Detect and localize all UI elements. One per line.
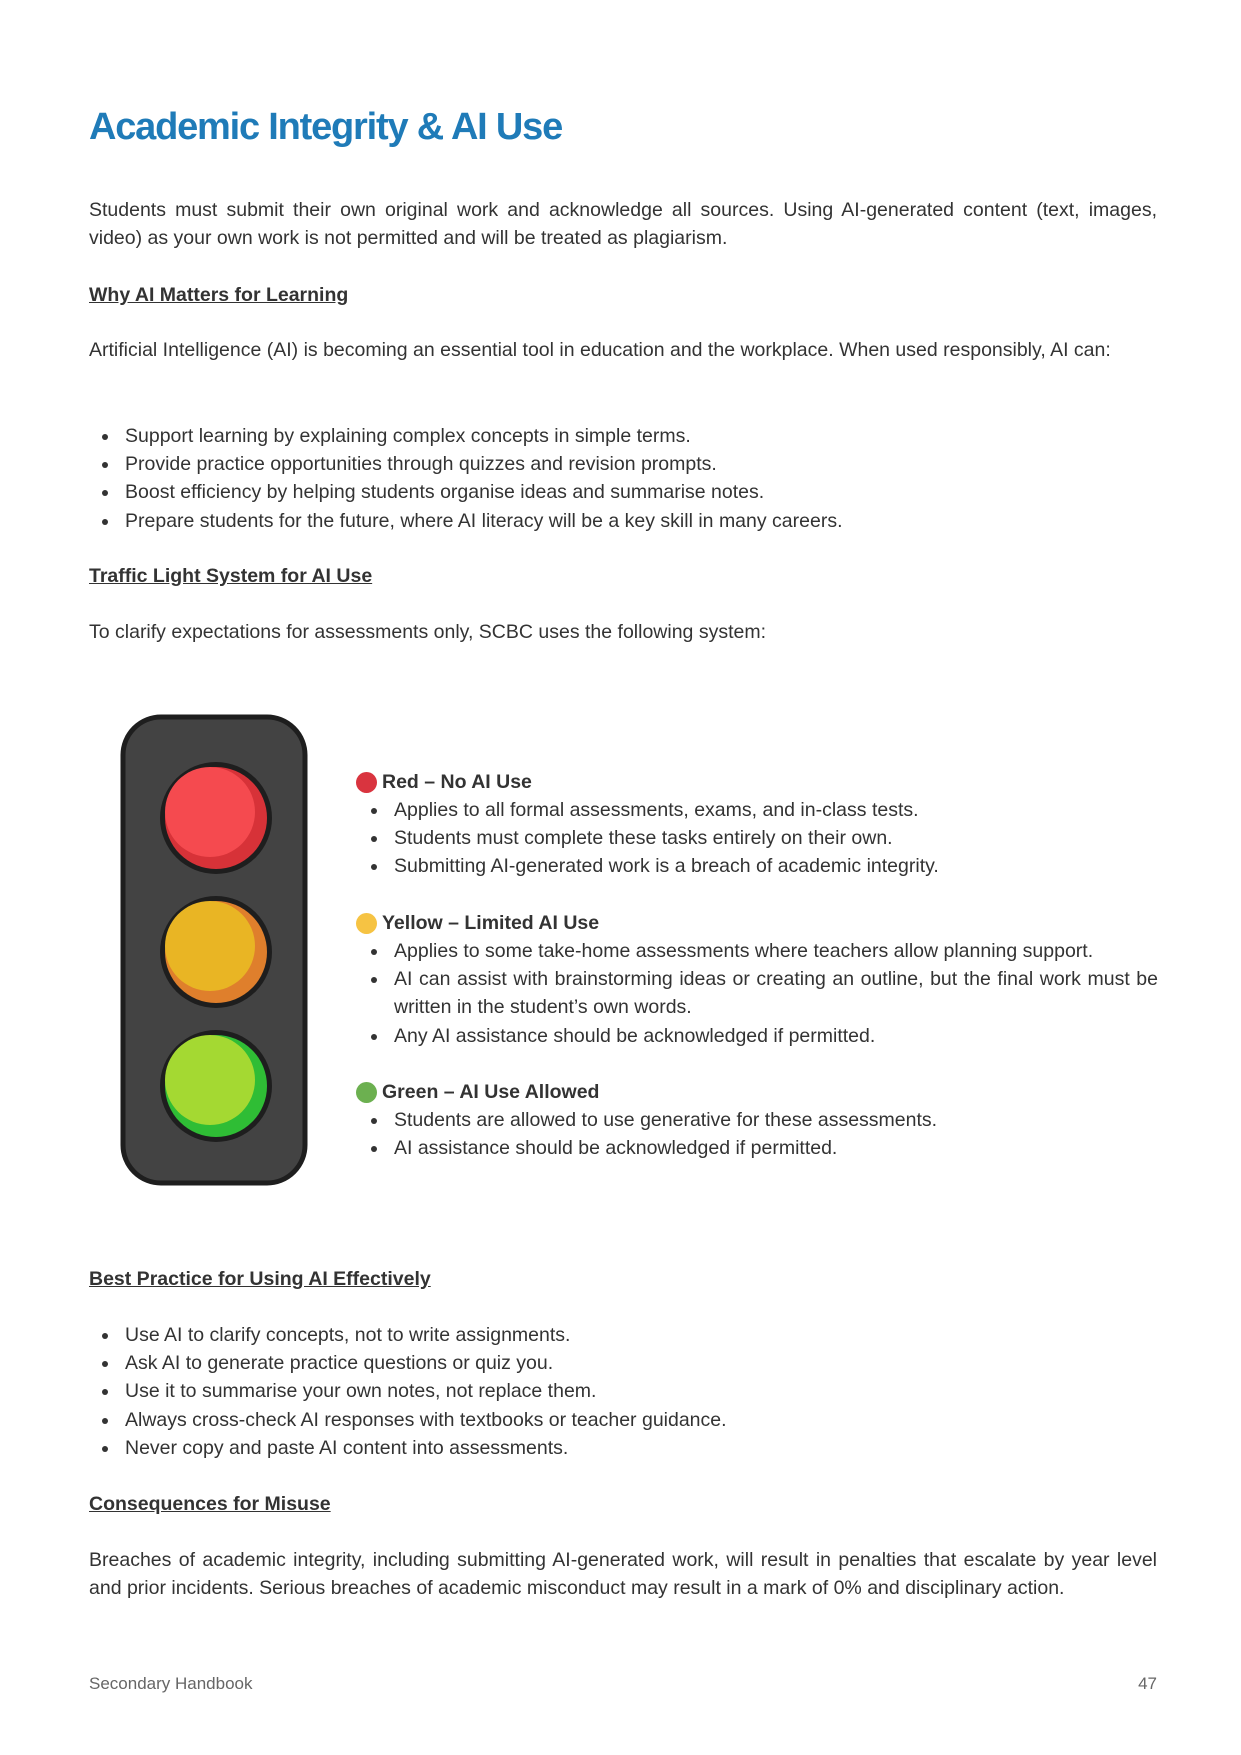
green-lamp [160,1030,272,1142]
green-dot-icon [356,1082,377,1103]
list-item: Submitting AI-generated work is a breach of academic integrity. [358,852,1158,880]
list-item: Students are allowed to use generative for these assessments. [358,1106,1158,1134]
page-title: Academic Integrity & AI Use [89,106,563,148]
green-title: Green – AI Use Allowed [382,1081,600,1103]
page-number: 47 [1138,1674,1157,1693]
list-item: Always cross-check AI responses with textbooks or teacher guidance. [89,1406,1157,1434]
yellow-lamp [160,896,272,1008]
list-item: Applies to some take-home assessments where teachers allow planning support. [358,937,1158,965]
why-heading: Why AI Matters for Learning [89,284,349,306]
list-item: Use AI to clarify concepts, not to write assignments. [89,1321,1157,1349]
red-lamp [160,762,272,874]
best-practice-heading: Best Practice for Using AI Effectively [89,1268,431,1290]
green-list [358,1106,1158,1162]
yellow-section [358,909,1158,1050]
best-practice-list [89,1321,1157,1462]
red-list [358,796,1158,881]
footer-title: Secondary Handbook [89,1674,253,1693]
yellow-list [358,937,1158,1050]
list-item: Support learning by explaining complex concepts in simple terms. [89,422,1157,450]
yellow-title: Yellow – Limited AI Use [382,912,600,934]
red-dot-icon [356,772,377,793]
list-item: Students must complete these tasks entirely on their own. [358,824,1158,852]
list-item: Provide practice opportunities through quizzes and revision prompts. [89,450,1157,478]
intro-paragraph: Students must submit their own original work and acknowledge all sources. Using AI-generated content (text, images, video) as your own work is not permitted and will be treated as plagiarism. [89,199,1157,249]
list-item: Boost efficiency by helping students organise ideas and summarise notes. [89,478,1157,506]
traffic-heading: Traffic Light System for AI Use [89,565,373,587]
consequences-paragraph: Breaches of academic integrity, including submitting AI-generated work, will result in penalties that escalate by year level and prior incidents. Serious breaches of academic misconduct may result in a mark of 0% and disciplinary action. [89,1549,1157,1599]
green-section [358,1078,1158,1162]
list-item: AI can assist with brainstorming ideas or creating an outline, but the final work must be written in the student’s own words. [358,965,1158,1021]
list-item: Any AI assistance should be acknowledged if permitted. [358,1022,1158,1050]
list-item: Use it to summarise your own notes, not replace them. [89,1377,1157,1405]
list-item: Never copy and paste AI content into assessments. [89,1434,1157,1462]
red-section [358,768,1158,881]
why-list [89,422,1157,535]
yellow-dot-icon [356,913,377,934]
traffic-paragraph: To clarify expectations for assessments only, SCBC uses the following system: [89,621,766,643]
list-item: Ask AI to generate practice questions or quiz you. [89,1349,1157,1377]
traffic-light-illustration [120,714,308,1186]
why-paragraph: Artificial Intelligence (AI) is becoming an essential tool in education and the workplace. When used responsibly, AI can: [89,339,1111,361]
list-item: Applies to all formal assessments, exams, and in-class tests. [358,796,1158,824]
list-item: Prepare students for the future, where AI literacy will be a key skill in many careers. [89,507,1157,535]
list-item: AI assistance should be acknowledged if permitted. [358,1134,1158,1162]
consequences-heading: Consequences for Misuse [89,1493,331,1515]
red-title: Red – No AI Use [382,771,532,793]
